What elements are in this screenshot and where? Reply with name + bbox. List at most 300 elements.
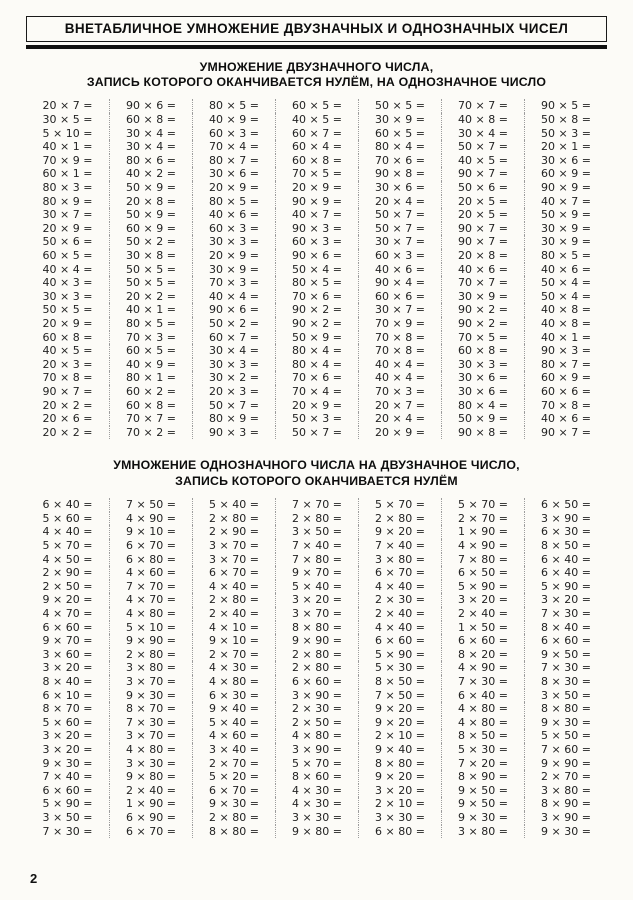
problem-cell: 3 × 70 =	[192, 539, 275, 553]
page-title: ВНЕТАБЛИЧНОЕ УМНОЖЕНИЕ ДВУЗНАЧНЫХ И ОДНОЗНАЧНЫХ ЧИСЕЛ	[26, 16, 607, 42]
problem-cell: 9 × 80 =	[109, 770, 192, 784]
problem-cell: 3 × 90 =	[275, 743, 358, 757]
problem-cell: 9 × 90 =	[109, 634, 192, 648]
problem-cell: 2 × 90 =	[192, 525, 275, 539]
problem-cell: 2 × 40 =	[192, 607, 275, 621]
section-1-heading-line2: ЗАПИСЬ КОТОРОГО ОКАНЧИВАЕТСЯ НУЛЁМ, НА ОДНОЗНАЧНОЕ ЧИСЛО	[86, 75, 547, 90]
problem-cell: 3 × 70 =	[109, 675, 192, 689]
problem-cell: 30 × 9 =	[192, 263, 275, 277]
problem-cell: 90 × 8 =	[441, 426, 524, 440]
problem-cell: 8 × 50 =	[441, 729, 524, 743]
problem-cell: 2 × 80 =	[109, 648, 192, 662]
problem-cell: 40 × 8 =	[524, 317, 607, 331]
problem-cell: 8 × 90 =	[524, 797, 607, 811]
problem-cell: 8 × 40 =	[524, 621, 607, 635]
problem-cell: 30 × 9 =	[524, 222, 607, 236]
problem-cell: 9 × 50 =	[441, 784, 524, 798]
problem-cell: 2 × 90 =	[42, 566, 93, 580]
problem-cell: 40 × 1 =	[42, 140, 93, 154]
problem-cell: 2 × 40 =	[358, 607, 441, 621]
problem-cell: 20 × 5 =	[441, 195, 524, 209]
problem-cell: 60 × 2 =	[109, 385, 192, 399]
problem-cell: 9 × 30 =	[192, 797, 275, 811]
problem-cell: 4 × 90 =	[109, 512, 192, 526]
problem-cell: 2 × 70 =	[192, 648, 275, 662]
problem-cell: 70 × 9 =	[42, 153, 93, 167]
problem-cell: 3 × 80 =	[441, 825, 524, 839]
problem-cell: 90 × 7 =	[524, 426, 607, 440]
problem-cell: 6 × 30 =	[524, 525, 607, 539]
problem-cell: 50 × 3 =	[524, 127, 607, 141]
problem-cell: 6 × 80 =	[358, 825, 441, 839]
problem-cell: 9 × 30 =	[524, 716, 607, 730]
problem-cell: 5 × 10 =	[109, 621, 192, 635]
section-2-heading-line2: ЗАПИСЬ КОТОРОГО ОКАНЧИВАЕТСЯ НУЛЁМ	[175, 474, 458, 489]
problem-cell: 4 × 70 =	[42, 607, 93, 621]
problem-cell: 50 × 4 =	[524, 290, 607, 304]
problem-cell: 30 × 4 =	[109, 127, 192, 141]
problem-cell: 80 × 9 =	[42, 194, 93, 208]
problem-cell: 70 × 6 =	[275, 371, 358, 385]
problem-cell: 6 × 40 =	[42, 498, 93, 512]
problems-table-2	[26, 498, 607, 838]
problem-cell: 40 × 6 =	[441, 263, 524, 277]
problem-cell: 60 × 7 =	[275, 127, 358, 141]
problem-cell: 1 × 90 =	[441, 525, 524, 539]
problem-cell: 8 × 20 =	[441, 648, 524, 662]
problem-cell: 20 × 9 =	[192, 181, 275, 195]
problem-cell: 9 × 80 =	[275, 825, 358, 839]
problem-cell: 70 × 5 =	[441, 331, 524, 345]
problem-cell: 40 × 3 =	[42, 276, 93, 290]
problem-cell: 80 × 5 =	[192, 195, 275, 209]
problem-cell: 70 × 6 =	[275, 290, 358, 304]
problem-cell: 70 × 7 =	[441, 99, 524, 113]
problem-cell: 4 × 40 =	[358, 580, 441, 594]
problem-cell: 8 × 80 =	[275, 621, 358, 635]
section-1-heading	[26, 60, 607, 92]
problem-cell: 5 × 50 =	[524, 729, 607, 743]
problem-cell: 70 × 8 =	[42, 371, 93, 385]
problem-cell: 90 × 3 =	[524, 344, 607, 358]
problem-cell: 90 × 7 =	[441, 222, 524, 236]
problem-cell: 8 × 80 =	[358, 757, 441, 771]
problem-cell: 5 × 60 =	[42, 715, 93, 729]
problems-table-1	[26, 99, 607, 439]
problem-cell: 6 × 60 =	[358, 634, 441, 648]
problem-cell: 30 × 6 =	[524, 154, 607, 168]
problem-cell: 3 × 80 =	[524, 784, 607, 798]
problem-cell: 40 × 6 =	[358, 263, 441, 277]
problem-cell: 5 × 90 =	[358, 648, 441, 662]
problem-cell: 40 × 4 =	[42, 262, 93, 276]
problem-cell: 3 × 30 =	[275, 811, 358, 825]
problem-cell: 80 × 4 =	[441, 399, 524, 413]
problem-cell: 6 × 60 =	[42, 783, 93, 797]
problem-cell: 9 × 40 =	[358, 743, 441, 757]
problem-cell: 6 × 50 =	[524, 498, 607, 512]
problem-cell: 2 × 50 =	[275, 716, 358, 730]
problem-cell: 60 × 7 =	[192, 331, 275, 345]
problem-cell: 3 × 70 =	[109, 729, 192, 743]
problem-cell: 8 × 50 =	[524, 539, 607, 553]
problem-cell: 6 × 70 =	[192, 566, 275, 580]
problem-cell: 4 × 70 =	[109, 593, 192, 607]
problem-cell: 9 × 10 =	[192, 634, 275, 648]
problem-cell: 60 × 3 =	[192, 222, 275, 236]
problem-cell: 30 × 9 =	[524, 235, 607, 249]
problem-cell: 9 × 50 =	[441, 797, 524, 811]
page-number: 2	[30, 871, 38, 886]
problem-cell: 70 × 7 =	[441, 276, 524, 290]
problem-cell: 20 × 2 =	[42, 425, 93, 439]
problem-cell: 6 × 10 =	[42, 688, 93, 702]
problem-cell: 90 × 2 =	[441, 303, 524, 317]
problem-cell: 60 × 5 =	[275, 99, 358, 113]
problem-cell: 50 × 4 =	[275, 263, 358, 277]
problem-cell: 6 × 60 =	[275, 675, 358, 689]
problem-cell: 9 × 20 =	[358, 702, 441, 716]
problem-cell: 2 × 40 =	[441, 607, 524, 621]
problem-cell: 6 × 30 =	[192, 689, 275, 703]
problem-cell: 3 × 50 =	[275, 525, 358, 539]
problem-cell: 60 × 1 =	[42, 167, 93, 181]
problem-cell: 50 × 5 =	[109, 276, 192, 290]
problem-cell: 6 × 40 =	[524, 553, 607, 567]
problem-cell: 9 × 20 =	[358, 525, 441, 539]
problem-cell: 4 × 30 =	[275, 784, 358, 798]
problem-cell: 7 × 40 =	[42, 770, 93, 784]
problem-cell: 80 × 7 =	[192, 154, 275, 168]
problem-cell: 7 × 30 =	[441, 675, 524, 689]
problem-cell: 20 × 9 =	[42, 221, 93, 235]
problem-cell: 20 × 6 =	[42, 412, 93, 426]
section-multiply-one-digit-by-two-digit	[26, 458, 607, 838]
problem-cell: 60 × 3 =	[358, 249, 441, 263]
problem-cell: 2 × 80 =	[192, 811, 275, 825]
problem-cell: 30 × 7 =	[358, 235, 441, 249]
problem-cell: 30 × 9 =	[441, 290, 524, 304]
problem-cell: 60 × 8 =	[42, 330, 93, 344]
problem-cell: 20 × 9 =	[192, 249, 275, 263]
problem-cell: 7 × 30 =	[524, 607, 607, 621]
section-1-heading-line1: УМНОЖЕНИЕ ДВУЗНАЧНОГО ЧИСЛА,	[199, 59, 434, 74]
problem-cell: 5 × 60 =	[42, 511, 93, 525]
problem-cell: 8 × 70 =	[42, 702, 93, 716]
section-2-heading-line1: УМНОЖЕНИЕ ОДНОЗНАЧНОГО ЧИСЛА НА ДВУЗНАЧНОЕ ЧИСЛО,	[113, 458, 520, 473]
problem-cell: 3 × 70 =	[192, 553, 275, 567]
problem-cell: 8 × 30 =	[524, 675, 607, 689]
problem-cell: 9 × 70 =	[275, 566, 358, 580]
problem-cell: 5 × 70 =	[441, 498, 524, 512]
problem-cell: 5 × 20 =	[192, 770, 275, 784]
problem-cell: 4 × 80 =	[441, 716, 524, 730]
problem-cell: 70 × 9 =	[358, 317, 441, 331]
problem-cell: 20 × 2 =	[109, 290, 192, 304]
problem-cell: 4 × 30 =	[192, 661, 275, 675]
problem-cell: 9 × 70 =	[42, 634, 93, 648]
problem-cell: 70 × 3 =	[192, 276, 275, 290]
problem-cell: 3 × 20 =	[42, 729, 93, 743]
problem-cell: 50 × 9 =	[109, 208, 192, 222]
problem-cell: 4 × 80 =	[275, 729, 358, 743]
problem-cell: 60 × 4 =	[275, 140, 358, 154]
problem-cell: 9 × 30 =	[42, 756, 93, 770]
problem-cell: 2 × 50 =	[42, 579, 93, 593]
problem-cell: 40 × 6 =	[192, 208, 275, 222]
problem-cell: 60 × 9 =	[109, 222, 192, 236]
problem-cell: 80 × 1 =	[109, 371, 192, 385]
problem-cell: 2 × 10 =	[358, 797, 441, 811]
problem-cell: 6 × 70 =	[192, 784, 275, 798]
problem-cell: 90 × 4 =	[358, 276, 441, 290]
problem-cell: 30 × 7 =	[358, 303, 441, 317]
problem-cell: 3 × 50 =	[42, 810, 93, 824]
problem-cell: 30 × 3 =	[42, 289, 93, 303]
problem-cell: 20 × 7 =	[42, 99, 93, 113]
problem-cell: 6 × 90 =	[109, 811, 192, 825]
problem-cell: 8 × 90 =	[441, 770, 524, 784]
problem-cell: 4 × 10 =	[192, 621, 275, 635]
problem-cell: 7 × 80 =	[275, 553, 358, 567]
problem-cell: 7 × 30 =	[42, 824, 93, 838]
problem-cell: 5 × 70 =	[275, 757, 358, 771]
problem-cell: 4 × 80 =	[109, 607, 192, 621]
problem-cell: 50 × 6 =	[42, 235, 93, 249]
problem-cell: 7 × 30 =	[109, 716, 192, 730]
problem-cell: 50 × 4 =	[524, 276, 607, 290]
problem-cell: 4 × 50 =	[42, 552, 93, 566]
problem-cell: 90 × 2 =	[275, 303, 358, 317]
problem-cell: 9 × 90 =	[524, 757, 607, 771]
problem-cell: 2 × 40 =	[109, 784, 192, 798]
problem-cell: 50 × 3 =	[275, 412, 358, 426]
problem-cell: 3 × 20 =	[524, 593, 607, 607]
problem-cell: 60 × 3 =	[275, 235, 358, 249]
problem-cell: 90 × 7 =	[441, 167, 524, 181]
problem-cell: 70 × 7 =	[109, 412, 192, 426]
problem-cell: 50 × 7 =	[192, 399, 275, 413]
problem-cell: 2 × 30 =	[275, 702, 358, 716]
problem-cell: 70 × 8 =	[358, 344, 441, 358]
problem-cell: 5 × 30 =	[441, 743, 524, 757]
problem-cell: 80 × 5 =	[524, 249, 607, 263]
problem-cell: 8 × 60 =	[275, 770, 358, 784]
problem-cell: 4 × 80 =	[441, 702, 524, 716]
problem-cell: 7 × 40 =	[275, 539, 358, 553]
problem-cell: 7 × 20 =	[441, 757, 524, 771]
problem-cell: 4 × 40 =	[192, 580, 275, 594]
problem-cell: 9 × 20 =	[42, 593, 93, 607]
problem-cell: 20 × 3 =	[42, 357, 93, 371]
problem-cell: 40 × 5 =	[275, 113, 358, 127]
problem-cell: 2 × 80 =	[275, 512, 358, 526]
problem-cell: 3 × 20 =	[358, 784, 441, 798]
problem-cell: 2 × 80 =	[192, 512, 275, 526]
problem-cell: 90 × 3 =	[192, 426, 275, 440]
problem-cell: 7 × 40 =	[358, 539, 441, 553]
problem-cell: 3 × 90 =	[524, 811, 607, 825]
problem-cell: 40 × 2 =	[109, 167, 192, 181]
problem-cell: 5 × 90 =	[441, 580, 524, 594]
problem-cell: 3 × 90 =	[275, 689, 358, 703]
problem-cell: 20 × 9 =	[275, 399, 358, 413]
problem-cell: 50 × 6 =	[441, 181, 524, 195]
problem-cell: 70 × 5 =	[275, 167, 358, 181]
problem-cell: 4 × 40 =	[42, 525, 93, 539]
problem-cell: 70 × 4 =	[275, 385, 358, 399]
problem-cell: 2 × 70 =	[441, 512, 524, 526]
problem-cell: 20 × 8 =	[109, 195, 192, 209]
problem-cell: 40 × 7 =	[275, 208, 358, 222]
problem-cell: 4 × 80 =	[192, 675, 275, 689]
problem-cell: 5 × 40 =	[275, 580, 358, 594]
problem-cell: 40 × 7 =	[524, 195, 607, 209]
problem-cell: 90 × 9 =	[524, 181, 607, 195]
problem-cell: 80 × 4 =	[358, 140, 441, 154]
problem-cell: 40 × 4 =	[192, 290, 275, 304]
problem-cell: 4 × 40 =	[358, 621, 441, 635]
title-divider-rule	[26, 45, 607, 49]
problem-cell: 90 × 6 =	[275, 249, 358, 263]
section-2-heading	[26, 458, 607, 490]
problem-cell: 90 × 2 =	[441, 317, 524, 331]
problem-cell: 60 × 8 =	[109, 113, 192, 127]
problem-cell: 60 × 8 =	[441, 344, 524, 358]
problem-cell: 6 × 40 =	[441, 689, 524, 703]
problem-cell: 30 × 3 =	[441, 358, 524, 372]
problem-cell: 3 × 50 =	[524, 689, 607, 703]
problem-cell: 90 × 7 =	[42, 384, 93, 398]
problem-cell: 4 × 90 =	[441, 539, 524, 553]
problem-cell: 20 × 9 =	[358, 426, 441, 440]
problem-cell: 20 × 4 =	[358, 412, 441, 426]
problem-cell: 40 × 4 =	[358, 358, 441, 372]
problem-cell: 7 × 30 =	[524, 661, 607, 675]
problem-cell: 90 × 5 =	[524, 99, 607, 113]
problem-cell: 9 × 10 =	[109, 525, 192, 539]
problem-cell: 6 × 50 =	[441, 566, 524, 580]
problem-cell: 6 × 70 =	[109, 539, 192, 553]
problem-cell: 90 × 3 =	[275, 222, 358, 236]
problem-cell: 8 × 80 =	[192, 825, 275, 839]
problem-cell: 60 × 8 =	[109, 399, 192, 413]
problem-cell: 80 × 3 =	[42, 181, 93, 195]
problem-cell: 60 × 6 =	[358, 290, 441, 304]
problem-cell: 80 × 9 =	[192, 412, 275, 426]
problem-cell: 40 × 1 =	[524, 331, 607, 345]
problem-cell: 3 × 60 =	[42, 647, 93, 661]
problem-cell: 7 × 70 =	[275, 498, 358, 512]
problem-cell: 30 × 4 =	[441, 127, 524, 141]
problem-cell: 3 × 20 =	[441, 593, 524, 607]
problem-cell: 60 × 5 =	[42, 249, 93, 262]
problem-cell: 90 × 2 =	[275, 317, 358, 331]
problem-cell: 80 × 5 =	[109, 317, 192, 331]
problem-cell: 5 × 30 =	[358, 661, 441, 675]
problem-cell: 20 × 9 =	[275, 181, 358, 195]
problem-cell: 70 × 8 =	[524, 399, 607, 413]
problem-cell: 60 × 6 =	[524, 385, 607, 399]
problem-cell: 50 × 5 =	[358, 99, 441, 113]
problem-cell: 1 × 90 =	[109, 797, 192, 811]
problem-cell: 30 × 6 =	[358, 181, 441, 195]
problem-cell: 30 × 6 =	[441, 371, 524, 385]
problem-cell: 7 × 60 =	[524, 743, 607, 757]
problem-cell: 50 × 7 =	[358, 222, 441, 236]
problem-cell: 70 × 2 =	[109, 426, 192, 440]
problem-cell: 3 × 30 =	[109, 757, 192, 771]
problem-cell: 2 × 10 =	[358, 729, 441, 743]
problem-cell: 7 × 80 =	[441, 553, 524, 567]
problem-cell: 20 × 4 =	[358, 195, 441, 209]
problem-cell: 40 × 9 =	[109, 358, 192, 372]
problem-cell: 80 × 4 =	[275, 358, 358, 372]
problem-cell: 2 × 80 =	[192, 593, 275, 607]
problem-cell: 50 × 7 =	[441, 140, 524, 154]
problem-cell: 3 × 20 =	[42, 742, 93, 756]
problem-cell: 40 × 5 =	[441, 154, 524, 168]
problem-cell: 70 × 4 =	[192, 140, 275, 154]
problem-cell: 20 × 5 =	[441, 208, 524, 222]
problem-cell: 30 × 3 =	[192, 358, 275, 372]
problem-cell: 20 × 3 =	[192, 385, 275, 399]
problem-cell: 1 × 50 =	[441, 621, 524, 635]
problem-cell: 50 × 2 =	[192, 317, 275, 331]
problem-cell: 80 × 4 =	[275, 344, 358, 358]
problem-cell: 70 × 3 =	[109, 331, 192, 345]
problem-cell: 4 × 80 =	[109, 743, 192, 757]
problem-cell: 50 × 9 =	[275, 331, 358, 345]
problem-cell: 50 × 8 =	[524, 113, 607, 127]
problem-cell: 6 × 60 =	[524, 634, 607, 648]
problem-cell: 4 × 30 =	[275, 797, 358, 811]
problem-cell: 6 × 80 =	[109, 553, 192, 567]
problem-cell: 8 × 80 =	[524, 702, 607, 716]
problem-cell: 6 × 70 =	[358, 566, 441, 580]
problem-cell: 40 × 4 =	[358, 371, 441, 385]
problem-cell: 5 × 70 =	[358, 498, 441, 512]
section-multiply-two-digit-by-one-digit	[26, 60, 607, 440]
problem-cell: 40 × 5 =	[42, 344, 93, 358]
problem-cell: 90 × 6 =	[109, 99, 192, 113]
problem-cell: 90 × 7 =	[441, 235, 524, 249]
problem-cell: 80 × 5 =	[192, 99, 275, 113]
problem-cell: 3 × 80 =	[109, 661, 192, 675]
problem-cell: 60 × 5 =	[109, 344, 192, 358]
problem-cell: 7 × 50 =	[109, 498, 192, 512]
problem-cell: 50 × 2 =	[109, 235, 192, 249]
problem-cell: 5 × 40 =	[192, 716, 275, 730]
problem-cell: 9 × 40 =	[192, 702, 275, 716]
problem-cell: 40 × 1 =	[109, 303, 192, 317]
problem-cell: 30 × 9 =	[358, 113, 441, 127]
problem-cell: 50 × 5 =	[109, 263, 192, 277]
problem-cell: 2 × 70 =	[524, 770, 607, 784]
problem-cell: 5 × 90 =	[42, 797, 93, 811]
problem-cell: 20 × 1 =	[524, 140, 607, 154]
problem-cell: 90 × 6 =	[192, 303, 275, 317]
problem-cell: 60 × 9 =	[524, 167, 607, 181]
problem-cell: 3 × 80 =	[358, 553, 441, 567]
problem-cell: 2 × 80 =	[358, 512, 441, 526]
problem-cell: 2 × 70 =	[192, 757, 275, 771]
problem-cell: 30 × 2 =	[192, 371, 275, 385]
problem-cell: 2 × 30 =	[358, 593, 441, 607]
problem-cell: 3 × 40 =	[192, 743, 275, 757]
problem-cell: 30 × 4 =	[109, 140, 192, 154]
problem-cell: 9 × 30 =	[524, 825, 607, 839]
